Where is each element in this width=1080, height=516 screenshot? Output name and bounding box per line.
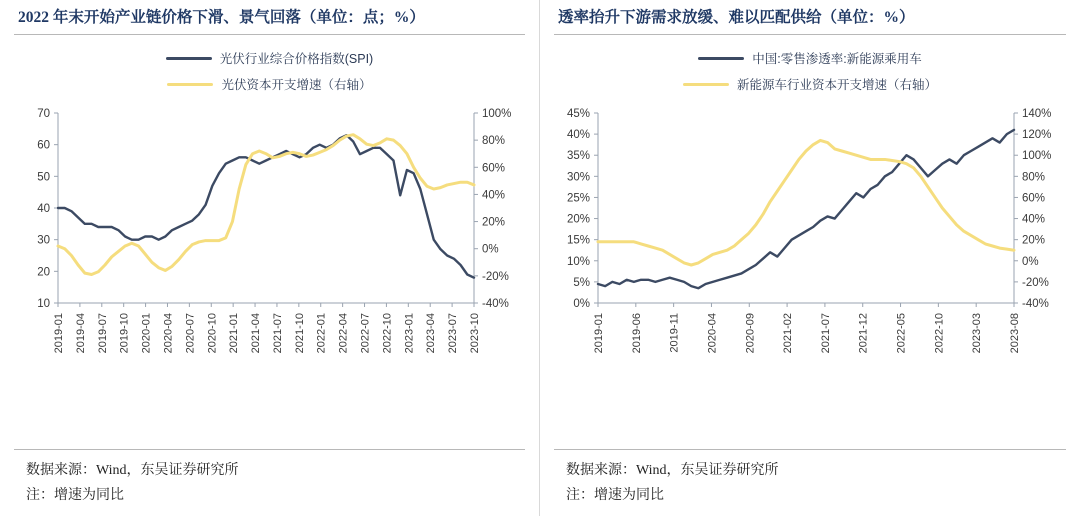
svg-text:60%: 60%: [482, 162, 506, 175]
legend-item-capex: [683, 75, 937, 93]
svg-text:35%: 35%: [566, 150, 590, 163]
svg-text:2021-07: 2021-07: [271, 313, 284, 354]
svg-text:2021-07: 2021-07: [819, 313, 832, 354]
svg-text:15%: 15%: [566, 234, 590, 247]
svg-text:2020-01: 2020-01: [140, 313, 153, 354]
svg-text:2023-07: 2023-07: [447, 313, 460, 354]
panel-title: 透率抬升下游需求放缓、难以匹配供给（单位：%）: [558, 9, 915, 26]
svg-text:60: 60: [37, 139, 50, 152]
panel-nev: [540, 0, 1080, 516]
panel-footer: [550, 449, 1070, 508]
chart-plot-right: [550, 99, 1070, 399]
svg-text:2022-10: 2022-10: [933, 313, 946, 354]
svg-text:20: 20: [37, 266, 50, 279]
legend-swatch-spi: [166, 57, 212, 60]
svg-text:2019-11: 2019-11: [668, 313, 681, 353]
svg-text:2019-01: 2019-01: [53, 313, 65, 354]
svg-text:40%: 40%: [566, 129, 590, 142]
svg-text:2021-02: 2021-02: [782, 313, 795, 354]
svg-text:2019-06: 2019-06: [630, 313, 643, 354]
legend-label-capex: 光伏资本开支增速（右轴）: [221, 78, 372, 93]
footer-divider: [14, 449, 525, 450]
legend-label-capex: 新能源车行业资本开支增速（右轴）: [736, 78, 937, 93]
title-divider: [554, 34, 1066, 35]
title-divider: [14, 34, 525, 35]
svg-text:2019-07: 2019-07: [96, 313, 109, 354]
svg-text:2022-05: 2022-05: [895, 313, 908, 354]
svg-text:2020-04: 2020-04: [706, 313, 719, 354]
svg-text:-20%: -20%: [482, 270, 509, 283]
source-text: 数据来源：Wind，东吴证券研究所: [26, 463, 239, 478]
svg-text:2019-04: 2019-04: [74, 313, 87, 354]
svg-text:2020-10: 2020-10: [206, 313, 219, 354]
chart-plot-left: [10, 99, 530, 399]
svg-text:20%: 20%: [482, 216, 506, 229]
svg-text:30%: 30%: [566, 171, 590, 184]
svg-text:-40%: -40%: [482, 298, 509, 311]
svg-text:40%: 40%: [1022, 213, 1046, 226]
note-text: 注：增速为同比: [566, 488, 664, 503]
svg-text:2022-01: 2022-01: [315, 313, 328, 354]
svg-text:2022-10: 2022-10: [381, 313, 394, 354]
svg-text:40%: 40%: [482, 189, 506, 202]
svg-text:10%: 10%: [566, 255, 590, 268]
svg-text:2021-12: 2021-12: [857, 313, 870, 354]
svg-text:0%: 0%: [1022, 255, 1039, 268]
svg-text:-40%: -40%: [1022, 298, 1049, 311]
svg-text:80%: 80%: [1022, 171, 1046, 184]
svg-text:5%: 5%: [573, 277, 590, 290]
svg-text:2019-01: 2019-01: [593, 313, 605, 354]
svg-text:120%: 120%: [1022, 129, 1052, 142]
legend-label-spi: 光伏行业综合价格指数(SPI): [219, 52, 374, 67]
note-text: 注：增速为同比: [26, 488, 124, 503]
panel-title: 2022 年末开始产业链价格下滑、景气回落（单位：点；%）: [18, 9, 425, 26]
svg-text:45%: 45%: [566, 108, 590, 121]
svg-text:60%: 60%: [1022, 192, 1046, 205]
svg-text:140%: 140%: [1022, 108, 1052, 121]
panel-footer: [10, 449, 529, 508]
svg-text:0%: 0%: [573, 298, 590, 311]
svg-text:20%: 20%: [566, 213, 590, 226]
svg-text:2022-07: 2022-07: [359, 313, 372, 354]
svg-text:0%: 0%: [482, 243, 499, 256]
svg-text:2022-04: 2022-04: [337, 313, 350, 354]
legend-label-penetration: 中国:零售渗透率:新能源乘用车: [752, 52, 922, 67]
svg-text:100%: 100%: [482, 108, 512, 121]
legend-item-penetration: [698, 49, 921, 67]
svg-text:2020-04: 2020-04: [162, 313, 175, 354]
svg-text:2023-03: 2023-03: [971, 313, 984, 354]
line-chart-right: [550, 99, 1070, 399]
legend-item-spi: [166, 49, 373, 67]
svg-text:2023-04: 2023-04: [425, 313, 438, 354]
svg-text:50: 50: [37, 171, 50, 184]
svg-text:20%: 20%: [1022, 234, 1046, 247]
svg-text:70: 70: [37, 108, 50, 121]
legend-swatch-capex: [683, 83, 729, 86]
legend-item-capex: [167, 75, 371, 93]
svg-text:-20%: -20%: [1022, 277, 1049, 290]
svg-text:2020-09: 2020-09: [744, 313, 757, 354]
svg-text:2019-10: 2019-10: [118, 313, 131, 354]
svg-text:40: 40: [37, 203, 50, 216]
line-chart-left: [10, 99, 530, 399]
source-text: 数据来源：Wind，东吴证券研究所: [566, 463, 779, 478]
svg-text:25%: 25%: [566, 192, 590, 205]
legend-swatch-penetration: [698, 57, 744, 60]
svg-text:100%: 100%: [1022, 150, 1052, 163]
legend-swatch-capex: [167, 83, 213, 86]
svg-text:2020-07: 2020-07: [184, 313, 197, 354]
chart-legend: [550, 49, 1070, 93]
svg-text:2021-04: 2021-04: [250, 313, 263, 354]
svg-text:80%: 80%: [482, 135, 506, 148]
svg-text:2021-10: 2021-10: [293, 313, 306, 354]
svg-text:2023-10: 2023-10: [469, 313, 481, 354]
svg-text:10: 10: [37, 298, 50, 311]
svg-text:2023-08: 2023-08: [1009, 313, 1021, 354]
svg-text:2021-01: 2021-01: [228, 313, 241, 354]
footer-divider: [554, 449, 1066, 450]
svg-text:2023-01: 2023-01: [403, 313, 416, 354]
chart-legend: [10, 49, 529, 93]
svg-text:30: 30: [37, 234, 50, 247]
